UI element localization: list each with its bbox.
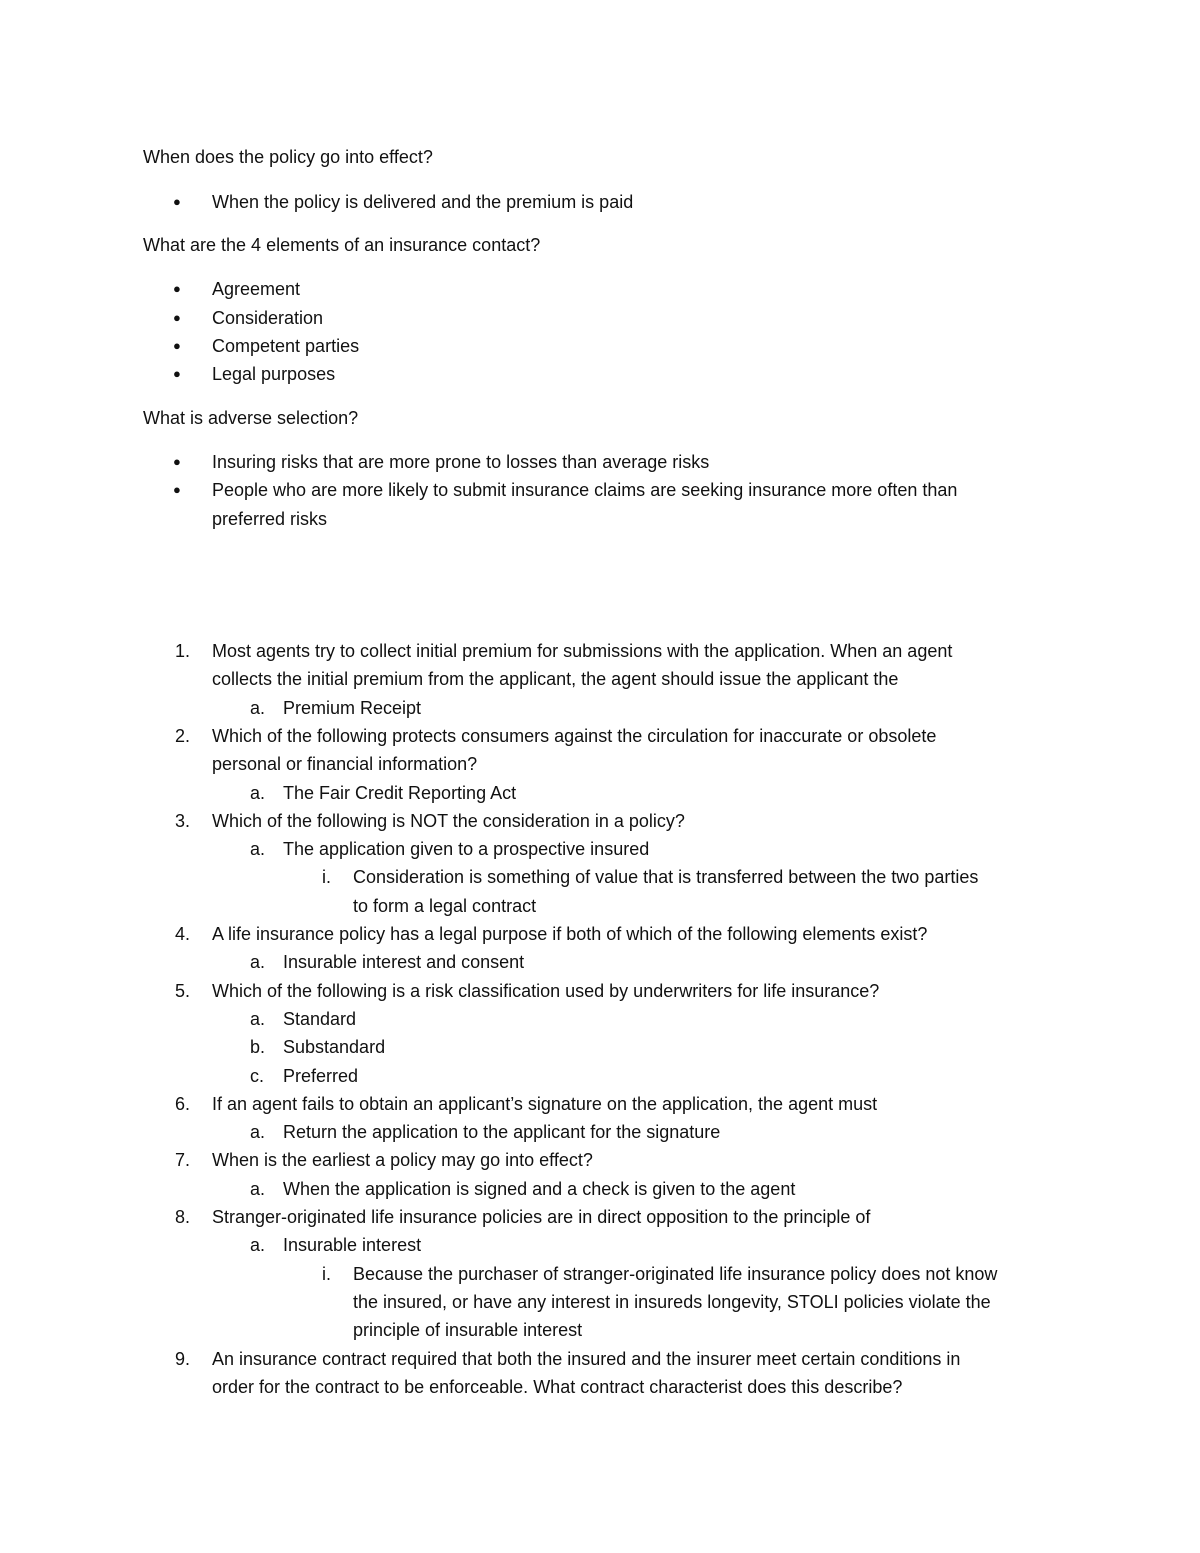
question-text: Most agents try to collect initial premium for submissions with the application. When an agent bbox=[212, 641, 953, 661]
question-number: 7. bbox=[175, 1150, 191, 1171]
question-heading: What is adverse selection? bbox=[143, 407, 359, 428]
answer-marker: c. bbox=[250, 1065, 265, 1086]
answer-text: Insurable interest bbox=[283, 1235, 422, 1256]
question-number: 6. bbox=[175, 1093, 191, 1114]
bullet-item: preferred risks bbox=[212, 508, 328, 529]
question-text: order for the contract to be enforceable. What contract characterist does this describe? bbox=[212, 1376, 903, 1397]
question-text: When is the earliest a policy may go into effect? bbox=[212, 1150, 593, 1171]
question-text: If an agent fails to obtain an applicant’s signature on the application, the agent must bbox=[212, 1093, 878, 1114]
question-text: personal or financial information? bbox=[212, 754, 478, 775]
question-text: Which of the following is NOT the consideration in a policy? bbox=[212, 810, 685, 831]
bullet-item: When the policy is delivered and the premium is paid bbox=[212, 191, 634, 212]
answer-text: Substandard bbox=[283, 1037, 386, 1058]
answer-marker: a. bbox=[250, 1235, 266, 1256]
answer-text: The Fair Credit Reporting Act bbox=[283, 782, 517, 803]
question-number: 8. bbox=[175, 1207, 191, 1227]
bullet-icon: ● bbox=[173, 337, 181, 353]
bullet-item: Competent parties bbox=[212, 335, 360, 356]
bullet-icon: ● bbox=[173, 309, 181, 325]
question-number: 1. bbox=[175, 641, 191, 661]
answer-text: Insurable interest and consent bbox=[283, 952, 525, 973]
note-text: the insured, or have any interest in insureds longevity, STOLI policies violate the bbox=[353, 1291, 991, 1312]
answer-text: Return the application to the applicant for the signature bbox=[283, 1122, 721, 1143]
answer-marker: b. bbox=[250, 1037, 266, 1058]
bullet-item: Legal purposes bbox=[212, 364, 336, 385]
note-marker: i. bbox=[322, 1263, 331, 1284]
question-number: 9. bbox=[175, 1348, 191, 1369]
answer-text: When the application is signed and a check is given to the agent bbox=[283, 1178, 796, 1199]
question-number: 4. bbox=[175, 924, 191, 944]
answer-marker: a. bbox=[250, 839, 266, 860]
answer-text: Standard bbox=[283, 1008, 357, 1029]
note-text: to form a legal contract bbox=[353, 895, 537, 916]
note-text: Consideration is something of value that is transferred between the two parties bbox=[353, 867, 979, 888]
question-number: 2. bbox=[175, 725, 191, 746]
note-text: principle of insurable interest bbox=[353, 1320, 583, 1341]
question-text: Which of the following protects consumers against the circulation for inaccurate or obsolete bbox=[212, 725, 937, 746]
bullet-icon: ● bbox=[173, 366, 181, 382]
answer-marker: a. bbox=[250, 782, 266, 803]
bullet-icon: ● bbox=[173, 482, 181, 498]
answer-text: Preferred bbox=[283, 1065, 359, 1086]
bullet-item: Consideration bbox=[212, 307, 324, 328]
bullet-icon: ● bbox=[173, 281, 181, 297]
bullet-item: Agreement bbox=[212, 279, 301, 300]
answer-text: The application given to a prospective insured bbox=[283, 839, 650, 860]
question-number: 3. bbox=[175, 810, 191, 831]
question-heading: When does the policy go into effect? bbox=[143, 147, 433, 167]
answer-marker: a. bbox=[250, 952, 266, 973]
note-text: Because the purchaser of stranger-originated life insurance policy does not know bbox=[353, 1263, 998, 1284]
answer-marker: a. bbox=[250, 697, 266, 718]
answer-marker: a. bbox=[250, 1122, 266, 1143]
answer-marker: a. bbox=[250, 1008, 266, 1029]
note-marker: i. bbox=[322, 867, 331, 888]
question-text: A life insurance policy has a legal purpose if both of which of the following elements exist? bbox=[212, 924, 928, 944]
question-text: collects the initial premium from the applicant, the agent should issue the applicant the bbox=[212, 669, 899, 690]
question-heading: What are the 4 elements of an insurance contact? bbox=[143, 234, 541, 255]
answer-text: Premium Receipt bbox=[283, 697, 422, 718]
bullet-item: Insuring risks that are more prone to losses than average risks bbox=[212, 452, 710, 472]
bullet-icon: ● bbox=[173, 193, 181, 209]
bullet-icon: ● bbox=[173, 454, 181, 469]
answer-marker: a. bbox=[250, 1178, 266, 1199]
question-text: Which of the following is a risk classification used by underwriters for life insurance? bbox=[212, 980, 880, 1001]
question-text: Stranger-originated life insurance policies are in direct opposition to the principle of bbox=[212, 1207, 871, 1227]
bullet-item: People who are more likely to submit insurance claims are seeking insurance more often than bbox=[212, 480, 958, 501]
question-text: An insurance contract required that both the insured and the insurer meet certain conditions in bbox=[212, 1348, 961, 1369]
question-number: 5. bbox=[175, 980, 191, 1001]
